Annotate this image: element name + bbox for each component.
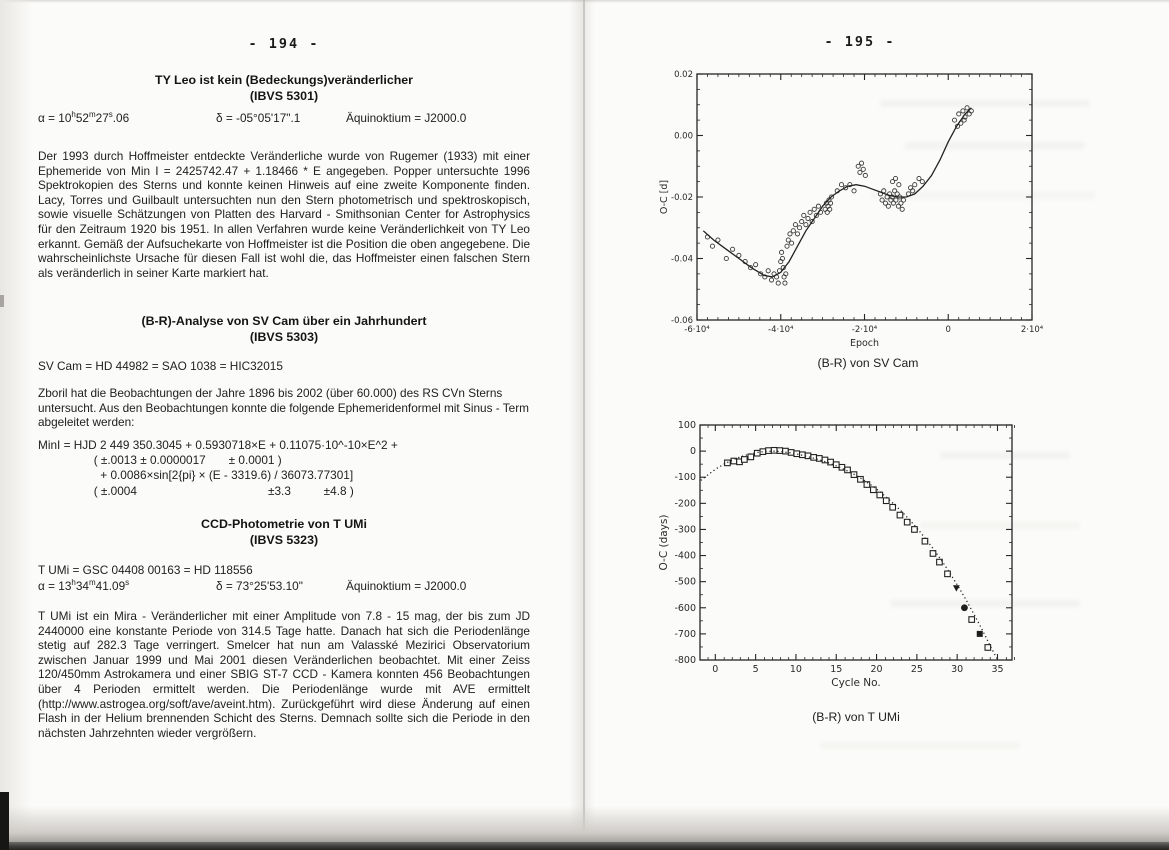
svg-text:-2·10⁴: -2·10⁴ (851, 325, 878, 335)
scan-artifact (0, 295, 4, 307)
scan-left-edge-shadow (0, 0, 36, 850)
svg-text:-700: -700 (674, 628, 696, 640)
section-ibvs-sv-cam: (IBVS 5303) (249, 330, 319, 344)
paragraph-ty-leo: Der 1993 durch Hoffmeister entdeckte Veränderliche wurde von Rugemer (1933) mit einer Ephemeride von Min I = 2425742.47 + 1.18466 * E angegeben. Popper untersuchte 1996 Spektrokopien des Sterns und konnte keinen Hinweis auf eine zweite Komponente finden. Lacy, Torres und Guilbault untersuchten nun den Stern photometrisch und spektroskopisch, sowie visuelle Schätzungen von Platten des Harvard - Smithsonian Center for Astrophysics für den Zeitraum 1920 bis 1951. In allen Verfahren wurde keine Veränderlichkeit von TY Leo erkannt. Gemäß der Aufsuchekarte von Hoffmeister ist die Position die oben angegebene. Die wahrscheinlichste Ursache für diesen Fall ist wohl die, das Hoffmeister einen falschen Stern als veränderlich in seiner Karte markiert hat. (38, 149, 530, 280)
chart-caption-t-umi: (B-R) von T UMi (812, 710, 900, 724)
chart-caption-sv-cam: (B-R) von SV Cam (817, 356, 919, 370)
svg-text:O-C (days): O-C (days) (658, 514, 670, 571)
section-title-ty-leo: TY Leo ist kein (Bedeckungs)veränderlicher (155, 73, 413, 87)
svg-text:-4·10⁴: -4·10⁴ (768, 325, 794, 335)
svg-text:-500: -500 (674, 576, 696, 588)
svg-text:Epoch: Epoch (849, 338, 880, 349)
bleed-through-ghost (940, 452, 1070, 459)
svg-text:-800: -800 (674, 655, 696, 666)
formula-line: + 0.0086×sin[2{pi} × (E - 3319.6) / 36073.77301] (38, 468, 354, 483)
svg-text:-0.04: -0.04 (671, 254, 693, 265)
svg-text:0: 0 (712, 664, 719, 675)
svg-text:10: 10 (789, 664, 802, 675)
svg-text:-600: -600 (674, 602, 696, 614)
paragraph-t-umi: T UMi ist ein Mira - Veränderlicher mit einer Amplitude von 7.8 - 15 mag, der bis zum JD 2440000 eine konstante Periode von 314.5 Tage hatte. Danach hat sich die Periodenlänge stetig auf 282.3 Tage verringert. Smelcer hat nun am Valasské Mezirici Observatorium zwischen Januar 1999 und Mai 2001 diesen Veränderlichen beobachtet. Mit einer Zeiss 120/450mm Astrokamera und einer SBIG ST-7 CCD - Kamera konnten 456 Beobachtungen über 4 Perioden ermittelt werden. Die Periodenlänge wurde mit AVE ermittelt (http://www.astrogea.org/soft/ave/aveint.htm). Zurückgeführt wird diese Änderung auf einen Flash in der Helium brennenden Schicht des Sterns. Demnach sollte sich die Periode in den nächsten Jahrzehnten wieder vergrößern. (38, 609, 530, 740)
svg-text:5: 5 (752, 664, 759, 675)
svg-text:15: 15 (830, 664, 843, 675)
scan-corner-black (0, 792, 9, 850)
book-gutter-line (583, 0, 585, 850)
page-right (640, 0, 1110, 810)
svg-text:0.00: 0.00 (674, 131, 693, 142)
bleed-through-ghost (920, 522, 1080, 529)
svg-text:O-C [d]: O-C [d] (659, 179, 670, 215)
svg-text:25: 25 (910, 664, 923, 675)
page-number-left: - 194 - (248, 36, 320, 52)
svg-text:0: 0 (689, 446, 696, 458)
bleed-through-ghost (880, 100, 1090, 107)
svg-text:20: 20 (870, 664, 883, 675)
section-ibvs-ty-leo: (IBVS 5301) (249, 89, 319, 103)
bleed-through-ghost (890, 600, 1080, 607)
book-gutter-shadow (569, 0, 595, 850)
ephemeris-formula (38, 438, 530, 499)
svg-text:30: 30 (951, 664, 964, 675)
section-title-t-umi: CCD-Photometrie von T UMi (201, 517, 367, 531)
equinox-value: Äquinoktium = J2000.0 (346, 111, 467, 125)
svg-text:-100: -100 (674, 472, 696, 484)
dec-value: δ = -05°05'17".1 (216, 111, 301, 125)
svg-text:0.02: 0.02 (674, 70, 693, 80)
coordinates-ty-leo (38, 111, 530, 127)
identifier-line-t-umi: T UMi = GSC 04408 00163 = HD 118556 (38, 563, 253, 577)
section-ibvs-t-umi: (IBVS 5323) (249, 533, 319, 547)
paragraph-sv-cam: Zboril hat die Beobachtungen der Jahre 1896 bis 2002 (über 60.000) des RS CVn Sterns untersucht. Aus den Beobachtungen konnte die folgende Ephemeridenformel mit Sinus - Term abgeleitet werden: (38, 386, 529, 430)
bleed-through-ghost (820, 742, 1020, 749)
coordinates-t-umi (38, 579, 530, 595)
page-number-right: - 195 - (824, 34, 896, 50)
section-title-sv-cam: (B-R)-Analyse von SV Cam über ein Jahrhundert (141, 314, 427, 328)
svg-text:-200: -200 (674, 498, 696, 510)
bleed-through-ghost (905, 142, 1085, 149)
svg-text:-0.02: -0.02 (671, 193, 693, 203)
ra-value: $\alpha = 10^h52^m27^s.06$ (38, 110, 130, 125)
svg-text:-300: -300 (674, 524, 696, 536)
identifier-line-sv-cam: SV Cam = HD 44982 = SAO 1038 = HIC32015 (38, 359, 283, 373)
formula-line: ( ±.0013 ± 0.0000017 ± 0.0001 ) (38, 453, 282, 468)
formula-line: ( ±.0004 ±3.3 ±4.8 ) (38, 483, 354, 498)
svg-text:-0.06: -0.06 (671, 316, 693, 326)
svg-text:Cycle No.: Cycle No. (831, 677, 881, 689)
svg-text:100: 100 (677, 420, 696, 431)
svg-text:35: 35 (991, 664, 1004, 675)
formula-line: MinI = HJD 2 449 350.3045 + 0.5930718×E + 0.11075·10^-10×E^2 + (38, 438, 398, 452)
bleed-through-ghost (870, 192, 1095, 199)
scan-bottom-shadow (0, 806, 1169, 844)
dec-value: δ = 73°25'53.10" (216, 579, 303, 593)
svg-text:0: 0 (945, 325, 951, 335)
svg-text:-400: -400 (674, 550, 696, 562)
ra-value: $\alpha = 13^h34^m41.09^s$ (38, 578, 130, 593)
equinox-value: Äquinoktium = J2000.0 (346, 579, 467, 593)
scan-bottom-strip (0, 842, 1169, 850)
page-left (38, 0, 530, 810)
svg-text:-6·10⁴: -6·10⁴ (684, 325, 710, 335)
sv-cam-oc-chart (656, 62, 1050, 362)
svg-text:2·10⁴: 2·10⁴ (1020, 325, 1044, 335)
